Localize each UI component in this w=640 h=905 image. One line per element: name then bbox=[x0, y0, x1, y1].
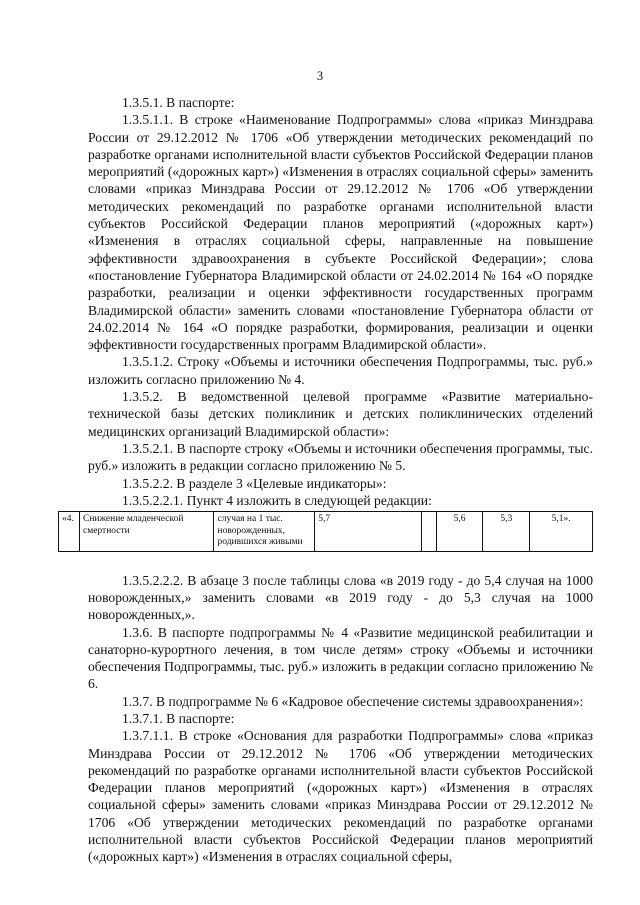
table-cell-value-5: 5,1». bbox=[530, 512, 593, 552]
paragraph-10: 1.3.7. В подпрограмме № 6 «Кадровое обеспечение системы здравоохранения»: bbox=[122, 693, 584, 709]
paragraph-1: 1.3.5.1. В паспорте: bbox=[122, 95, 235, 110]
table-cell-number: «4. bbox=[59, 512, 80, 552]
paragraph-2: 1.3.5.1.1. В строке «Наименование Подпрограммы» слова «приказ Минздрава России от 29.12.2012 № 1706 «Об утверждении методических рекомендаций по разработке органами исполнительной власти субъектов Российской Федерации планов мероприятий («дорожных карт») «Изменения в отраслях социальной сферы» заменить словами «приказ Минздрава России от 29.12.2012 № 1706 «Об утверждении методических рекомендаций по разработке органами исполнительной власти субъектов Российской Федерации планов мероприятий («дорожных карт») «Изменения в отраслях социальной сферы, направленные на повышение эффективности здравоохранения в субъекте Российской Федерации»; слова «постановление Губернатора Владимирской области от 24.02.2014 № 164 «О порядке разработки, реализации и оценки эффективности государственных программ Владимирской области» заменить словами «постановление Губернатора области от 24.02.2014 № 164 «О порядке разработки, формирования, реализации и оценки эффективности государственных программ Владимирской области». bbox=[88, 112, 593, 353]
paragraph-6: 1.3.5.2.2. В разделе 3 «Целевые индикаторы»: bbox=[122, 475, 387, 491]
paragraph-5: 1.3.5.2.1. В паспорте строку «Объемы и источники обеспечения программы, тыс. руб.» изложить в редакции согласно приложению № 5. bbox=[88, 440, 593, 474]
paragraph-8: 1.3.5.2.2.2. В абзаце 3 после таблицы слова «в 2019 году - до 5,4 случая на 1000 новорожденных,» заменить словами «в 2019 году - до 5,3 случая на 1000 новорожденных,». bbox=[88, 572, 593, 623]
target-indicators-table bbox=[58, 511, 593, 552]
document-body bbox=[62, 94, 593, 866]
paragraph-11: 1.3.7.1. В паспорте: bbox=[122, 711, 235, 726]
paragraph-3: 1.3.5.1.2. Строку «Объемы и источники обеспечения Подпрограммы, тыс. руб.» изложить согласно приложению № 4. bbox=[88, 354, 593, 387]
table-cell-value-3: 5,6 bbox=[436, 512, 483, 552]
paragraph-9: 1.3.6. В паспорте подпрограммы № 4 «Развитие медицинской реабилитации и санаторно-курортного лечения, в том числе детям» строку «Объемы и источники обеспечения Подпрограммы, тыс. руб.» изложить в редакции согласно приложению № 6. bbox=[88, 624, 593, 692]
table-cell-value-4: 5,3 bbox=[483, 512, 530, 552]
table-cell-value-2 bbox=[421, 512, 436, 552]
table-cell-value-1: 5,7 bbox=[315, 512, 421, 552]
page-number: 3 bbox=[316, 69, 324, 83]
table-cell-indicator: Снижение младенческой смертности bbox=[79, 512, 214, 552]
spacer bbox=[88, 552, 593, 572]
table-row bbox=[59, 512, 593, 552]
table-cell-unit: случая на 1 тыс. новорожденных, родившихся живыми bbox=[214, 512, 315, 552]
paragraph-12: 1.3.7.1.1. В строке «Основания для разработки Подпрограммы» слова «приказ Минздрава России от 29.12.2012 № 1706 «Об утверждении методических рекомендаций по разработке органами исполнительной власти субъектов Российской Федерации планов мероприятий («дорожных карт») «Изменения в отраслях социальной сферы» заменить словами «приказ Минздрава России от 29.12.2012 № 1706 «Об утверждении методических рекомендаций по разработке органами исполнительной власти субъектов Российской Федерации планов мероприятий («дорожных карт») «Изменения в отраслях социальной сферы, bbox=[88, 728, 593, 865]
paragraph-4: 1.3.5.2. В ведомственной целевой программе «Развитие материально-технической базы детских поликлиник и детских поликлинических отделений медицинских организаций Владимирской области»: bbox=[88, 389, 593, 439]
paragraph-7: 1.3.5.2.2.1. Пункт 4 изложить в следующей редакции: bbox=[122, 492, 432, 508]
